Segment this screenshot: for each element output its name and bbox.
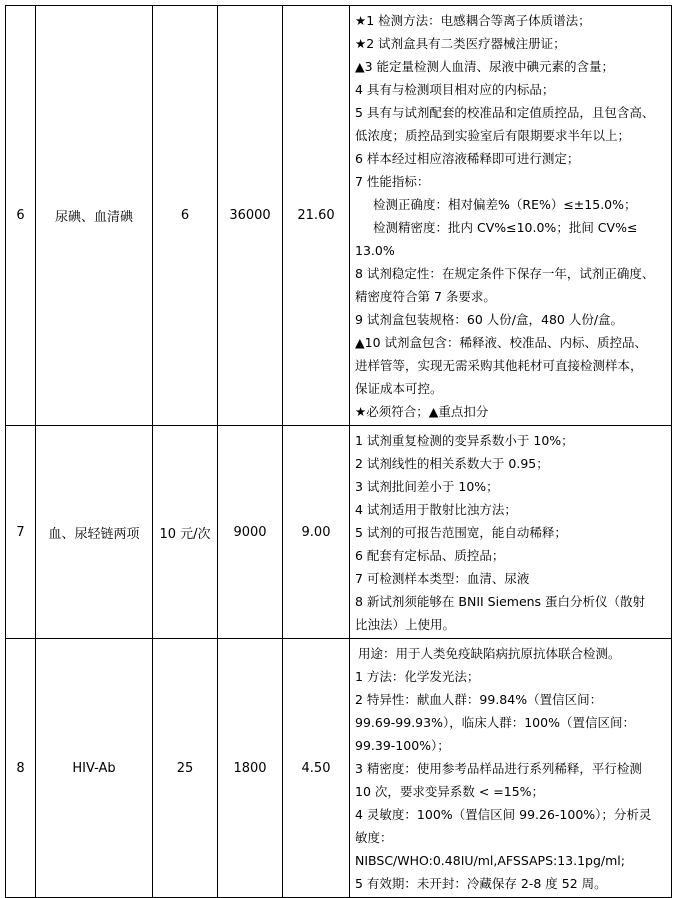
requirement-line: 5 具有与试剂配套的校准品和定值质控品，且包含高、 (355, 105, 655, 120)
requirement-line: 4 具有与检测项目相对应的内标品； (355, 82, 555, 97)
unit-price: 25 (153, 639, 218, 898)
unit-price: 6 (153, 6, 218, 426)
requirement-line: 5 试剂的可报告范围宽，能自动稀释； (355, 525, 567, 540)
row-number: 7 (6, 426, 36, 639)
requirement-line: 检测精密度：批内 CV%≤10.0%；批间 CV%≤ (373, 220, 638, 235)
amount: 9.00 (283, 426, 350, 639)
requirement-line: NIBSC/WHO:0.48IU/ml,AFSSAPS:13.1pg/ml; (355, 853, 625, 868)
requirements-table (5, 5, 672, 898)
requirement-line: 7 可检测样本类型：血清、尿液 (355, 571, 530, 586)
item-name: 尿碘、血清碘 (36, 6, 153, 426)
amount: 4.50 (283, 639, 350, 898)
requirement-line: 低浓度；质控品到实验室后有限期要求半年以上； (355, 128, 631, 143)
item-name: 血、尿轻链两项 (36, 426, 153, 639)
requirement-line: 7 性能指标： (355, 174, 430, 189)
requirement-line: 进样管等，实现无需采购其他耗材可直接检测样本， (355, 358, 643, 373)
requirement-line: ★必须符合；▲重点扣分 (355, 404, 489, 419)
requirement-line: 检测正确度：相对偏差%（RE%）≤±15.0%； (373, 197, 637, 212)
row-number: 6 (6, 6, 36, 426)
requirement-line: 9 试剂盒包装规格：60 人份/盒，480 人份/盒。 (355, 312, 624, 327)
requirement-line: 2 试剂线性的相关系数大于 0.95； (355, 456, 549, 471)
requirement-line: 99.39-100%）； (355, 738, 450, 753)
requirement-line: 保证成本可控。 (355, 381, 443, 396)
requirement-line: 8 新试剂须能够在 BNII Siemens 蛋白分析仪（散射 (355, 594, 646, 609)
technical-requirements (350, 6, 672, 426)
requirement-line: ★1 检测方法：电感耦合等离子体质谱法； (355, 13, 591, 28)
quantity: 36000 (218, 6, 283, 426)
amount: 21.60 (283, 6, 350, 426)
row-number: 8 (6, 639, 36, 898)
requirement-line: 3 精密度：使用参考品样品进行系列稀释，平行检测 (355, 761, 642, 776)
requirement-line: 10 次，要求变异系数 < =15%； (355, 784, 545, 799)
requirement-line: 6 配套有定标品、质控品； (355, 548, 505, 563)
requirement-line: 5 有效期：未开封：冷藏保存 2-8 度 52 周。 (355, 876, 607, 891)
requirement-line: 3 试剂批间差小于 10%； (355, 479, 499, 494)
requirement-line: 13.0% (355, 243, 395, 258)
item-name: HIV-Ab (36, 639, 153, 898)
quantity: 1800 (218, 639, 283, 898)
technical-requirements (350, 639, 672, 898)
requirement-line: 敏度： (355, 830, 393, 845)
requirement-line: ▲10 试剂盒包含：稀释液、校准品、内标、质控品、 (355, 335, 647, 350)
quantity: 9000 (218, 426, 283, 639)
requirement-line: 比浊法）上使用。 (355, 617, 456, 632)
requirement-line: 2 特异性：献血人群：99.84%（置信区间： (355, 692, 603, 707)
requirement-line: 1 试剂重复检测的变异系数小于 10%； (355, 433, 574, 448)
requirement-line: 用途：用于人类免疫缺陷病抗原抗体联合检测。 (358, 646, 621, 661)
requirement-line: 99.69-99.93%），临床人群：100%（置信区间： (355, 715, 635, 730)
requirement-line: 4 灵敏度：100%（置信区间 99.26-100%）；分析灵 (355, 807, 652, 822)
requirement-line: ★2 试剂盒具有二类医疗器械注册证； (355, 36, 566, 51)
unit-price: 10 元/次 (153, 426, 218, 639)
table-row-8 (6, 639, 672, 898)
technical-requirements (350, 426, 672, 639)
requirement-line: 精密度符合第 7 条要求。 (355, 289, 496, 304)
requirement-line: 4 试剂适用于散射比浊方法； (355, 502, 517, 517)
table-row-6 (6, 6, 672, 426)
requirement-line: ▲3 能定量检测人血清、尿液中碘元素的含量； (355, 59, 615, 74)
requirement-line: 6 样本经过相应溶液稀释即可进行测定； (355, 151, 580, 166)
requirement-line: 1 方法：化学发光法； (355, 669, 480, 684)
table-row-7 (6, 426, 672, 639)
requirement-line: 8 试剂稳定性：在规定条件下保存一年，试剂正确度、 (355, 266, 655, 281)
